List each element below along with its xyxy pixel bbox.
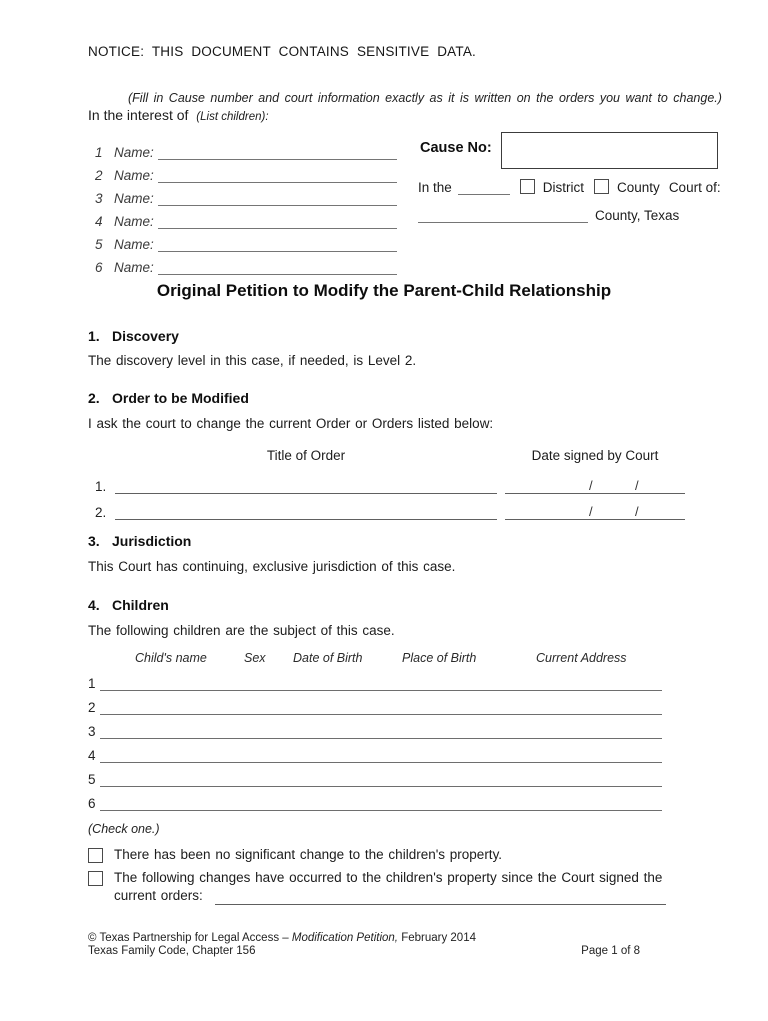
section-jurisdiction-heading — [88, 533, 191, 549]
children-body: The following children are the subject of this case. — [88, 623, 395, 638]
section-discovery-heading — [88, 328, 179, 344]
in-the-label: In the — [418, 180, 452, 195]
section-number: 1. — [88, 328, 100, 344]
order-row-number: 2. — [95, 505, 107, 520]
child-row-number: 5 — [88, 772, 96, 787]
changes-description-field[interactable] — [215, 889, 666, 905]
court-selection-row — [418, 179, 721, 195]
footer-bottom-row — [88, 945, 640, 957]
child-name-field[interactable] — [158, 235, 397, 252]
interest-line — [88, 107, 269, 123]
child-info-field[interactable] — [100, 794, 662, 811]
date-signed-header: Date signed by Court — [531, 448, 659, 463]
order-row-1 — [95, 471, 685, 494]
order-row-2 — [95, 497, 685, 520]
order-title-field[interactable] — [115, 503, 497, 520]
child-name-row-1 — [95, 137, 397, 160]
footer-copyright-post: February 2014 — [398, 932, 476, 944]
county-name-field[interactable] — [418, 207, 588, 223]
property-option-1 — [88, 846, 662, 864]
child-number: 1 — [95, 145, 103, 160]
child-number: 3 — [95, 191, 103, 206]
child-row-number: 6 — [88, 796, 96, 811]
child-name-field[interactable] — [158, 166, 397, 183]
title-of-order-header: Title of Order — [266, 448, 346, 463]
date-slash: / — [635, 478, 639, 493]
no-change-checkbox[interactable] — [88, 848, 103, 863]
child-name-field[interactable] — [158, 212, 397, 229]
changes-occurred-checkbox[interactable] — [88, 871, 103, 886]
jurisdiction-body: This Court has continuing, exclusive jurisdiction of this case. — [88, 559, 456, 574]
child-name-row-3 — [95, 183, 397, 206]
child-number: 6 — [95, 260, 103, 275]
child-info-field[interactable] — [100, 698, 662, 715]
col-date-of-birth: Date of Birth — [293, 651, 363, 665]
footer-family-code: Texas Family Code, Chapter 156 — [88, 945, 256, 957]
col-place-of-birth: Place of Birth — [402, 651, 477, 665]
child-row-6 — [88, 788, 662, 811]
section-order-heading — [88, 390, 249, 406]
footer-copyright — [88, 931, 476, 946]
discovery-body: The discovery level in this case, if needed, is Level 2. — [88, 353, 417, 368]
name-label: Name: — [114, 214, 154, 229]
current-orders-line — [114, 887, 666, 905]
child-name-row-5 — [95, 229, 397, 252]
current-orders-label: current orders: — [114, 888, 203, 903]
cause-number-block — [420, 132, 718, 169]
name-label: Name: — [114, 145, 154, 160]
page-number: Page 1 of 8 — [581, 945, 640, 957]
col-childs-name: Child's name — [135, 651, 207, 665]
changes-occurred-line1: The following changes have occurred to the children's property since the Court signed the — [114, 870, 663, 885]
court-number-field[interactable] — [458, 179, 510, 195]
date-slash: / — [635, 504, 639, 519]
child-number: 4 — [95, 214, 103, 229]
interest-label: In the interest of — [88, 107, 189, 123]
document-title: Original Petition to Modify the Parent-Child Relationship — [156, 281, 612, 300]
list-children-hint: (List children): — [196, 111, 269, 123]
check-one-label: (Check one.) — [88, 822, 160, 836]
sensitive-data-notice: NOTICE: THIS DOCUMENT CONTAINS SENSITIVE DATA. — [88, 44, 476, 59]
child-name-row-6 — [95, 252, 397, 275]
child-info-field[interactable] — [100, 722, 662, 739]
date-slash: / — [589, 478, 593, 493]
col-current-address: Current Address — [536, 651, 627, 665]
child-row-number: 1 — [88, 676, 96, 691]
child-number: 5 — [95, 237, 103, 252]
order-date-field[interactable] — [505, 477, 685, 494]
child-row-number: 4 — [88, 748, 96, 763]
child-row-2 — [88, 692, 662, 715]
section-title: Jurisdiction — [112, 533, 192, 549]
cause-number-box[interactable] — [501, 132, 718, 169]
name-label: Name: — [114, 237, 154, 252]
child-name-field[interactable] — [158, 189, 397, 206]
no-change-label: There has been no significant change to the children's property. — [114, 847, 503, 862]
child-number: 2 — [95, 168, 103, 183]
section-title: Discovery — [112, 328, 179, 344]
child-row-3 — [88, 716, 662, 739]
footer-petition-name: Modification Petition, — [291, 932, 398, 944]
district-label: District — [542, 180, 585, 195]
child-info-field[interactable] — [100, 746, 662, 763]
changes-occurred-text — [114, 869, 666, 905]
name-label: Name: — [114, 260, 154, 275]
county-row — [418, 207, 679, 223]
name-label: Name: — [114, 191, 154, 206]
section-title: Children — [112, 597, 169, 613]
footer-copyright-pre: © Texas Partnership for Legal Access – — [88, 932, 292, 944]
fill-in-instruction: (Fill in Cause number and court information exactly as it is written on the orders you want to change.) — [128, 91, 722, 105]
order-row-number: 1. — [95, 479, 107, 494]
section-children-heading — [88, 597, 169, 613]
child-row-number: 3 — [88, 724, 96, 739]
child-name-row-4 — [95, 206, 397, 229]
children-names-list — [95, 137, 397, 275]
county-texas-label: County, Texas — [595, 208, 680, 223]
county-checkbox[interactable] — [594, 179, 609, 194]
cause-no-label: Cause No: — [420, 140, 492, 156]
section-number: 4. — [88, 597, 100, 613]
child-row-5 — [88, 764, 662, 787]
section-number: 3. — [88, 533, 100, 549]
child-row-number: 2 — [88, 700, 96, 715]
section-number: 2. — [88, 390, 100, 406]
child-row-1 — [88, 668, 662, 691]
order-body: I ask the court to change the current Order or Orders listed below: — [88, 416, 494, 431]
district-checkbox[interactable] — [520, 179, 535, 194]
property-option-2 — [88, 869, 668, 905]
order-date-field[interactable] — [505, 503, 685, 520]
child-info-field[interactable] — [100, 770, 662, 787]
date-slash: / — [589, 504, 593, 519]
child-name-field[interactable] — [158, 258, 397, 275]
child-name-row-2 — [95, 160, 397, 183]
child-row-4 — [88, 740, 662, 763]
col-sex: Sex — [244, 651, 266, 665]
name-label: Name: — [114, 168, 154, 183]
section-title: Order to be Modified — [112, 390, 249, 406]
order-title-field[interactable] — [115, 477, 497, 494]
court-of-label: Court of: — [668, 180, 721, 195]
child-name-field[interactable] — [158, 143, 397, 160]
county-label: County — [617, 180, 660, 195]
child-info-field[interactable] — [100, 674, 662, 691]
